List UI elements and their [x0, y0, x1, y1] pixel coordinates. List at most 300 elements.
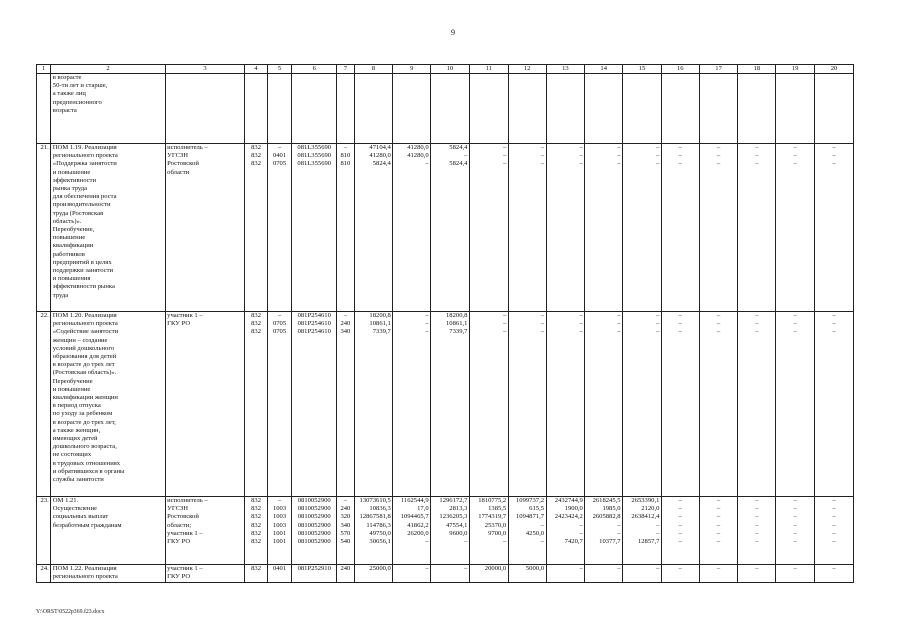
cell-line: предпенсионного	[52, 98, 102, 106]
cell-line: –	[579, 529, 583, 537]
cell-line: 1094465,7	[400, 513, 429, 521]
cell-line: 1296172,7	[439, 497, 468, 504]
table-cell-col-2	[51, 312, 165, 497]
budget-table	[36, 64, 854, 583]
cell-line: –	[793, 529, 797, 537]
cell-line: –	[678, 529, 682, 537]
cell-line: –	[755, 328, 759, 336]
cell-line: 114786,3	[366, 521, 391, 529]
cell-line: 1900,0	[564, 505, 583, 513]
table-cell-col-4	[245, 74, 267, 144]
cell-line: 081L355690	[297, 152, 332, 160]
table-cell-col-19	[776, 144, 815, 312]
cell-line: 832	[251, 538, 261, 546]
cell-line: (Ростовская область)».	[52, 369, 117, 377]
cell-line: –	[579, 160, 583, 168]
table-cell-col-12	[508, 74, 546, 144]
cell-line: Ростовской	[167, 160, 199, 168]
cell-line: –	[793, 328, 797, 336]
cell-line: а также женщин,	[52, 426, 101, 434]
cell-line: 832	[251, 513, 261, 521]
cell-line: 10861,1	[446, 320, 468, 328]
cell-line: –	[832, 513, 836, 521]
cell-line: –	[832, 160, 836, 168]
cell-line: 832	[251, 152, 261, 160]
cell-line: 1099737,2	[515, 497, 545, 504]
table-cell-col-17	[699, 565, 738, 583]
cell-line: –	[502, 144, 507, 151]
cell-line: 23.	[40, 497, 49, 504]
cell-line: –	[656, 160, 660, 168]
cell-line: регионального проекта	[52, 573, 118, 581]
cell-line: –	[716, 328, 721, 336]
table-cell-col-6	[292, 497, 337, 565]
cell-line: 2432744,9	[554, 497, 583, 504]
cell-line: –	[502, 328, 507, 336]
cell-line: возраста	[52, 106, 77, 114]
cell-line: 832	[251, 497, 261, 504]
cell-line: –	[502, 312, 507, 319]
column-number-1: 1	[37, 65, 51, 74]
cell-line: –	[678, 538, 682, 546]
cell-line: 081P252910	[297, 565, 331, 572]
cell-line: области	[167, 168, 190, 176]
cell-line: 25000,0	[369, 565, 391, 572]
table-cell-col-18	[738, 312, 776, 497]
table-cell-col-4	[245, 497, 267, 565]
cell-line: 832	[251, 505, 261, 513]
cell-line: –	[793, 320, 797, 328]
table-cell-col-5	[267, 312, 292, 497]
table-cell-col-18	[738, 144, 776, 312]
column-number-15: 15	[623, 65, 662, 74]
cell-line: 47104,4	[369, 144, 391, 151]
cell-line: –	[793, 538, 797, 546]
table-cell-col-10	[431, 312, 470, 497]
table-cell-col-8	[354, 144, 393, 312]
cell-line: 1162544,9	[400, 497, 429, 504]
cell-line: –	[832, 565, 836, 572]
table-cell-col-19	[776, 74, 815, 144]
cell-line: –	[755, 505, 759, 513]
column-number-19: 19	[776, 65, 815, 74]
cell-line: –	[579, 144, 583, 151]
cell-line: –	[755, 497, 759, 504]
cell-line: –	[579, 320, 583, 328]
table-cell-col-20	[815, 74, 854, 144]
cell-line: –	[656, 152, 660, 160]
column-number-12: 12	[508, 65, 546, 74]
page-number: 9	[451, 28, 455, 37]
cell-line: –	[656, 521, 660, 529]
table-cell-col-20	[815, 144, 854, 312]
table-cell-col-1	[37, 144, 51, 312]
cell-line: 810	[340, 152, 351, 160]
cell-line: 832	[251, 320, 261, 328]
cell-line: –	[656, 320, 660, 328]
cell-line: –	[755, 144, 759, 151]
cell-line: 081P254610	[297, 312, 331, 319]
table-cell-col-18	[738, 565, 776, 583]
cell-line: –	[678, 312, 682, 319]
table-cell-col-2	[51, 74, 165, 144]
column-number-11: 11	[469, 65, 508, 74]
table-cell-col-10	[431, 565, 470, 583]
cell-line: 25370,0	[484, 521, 507, 529]
cell-line: область)».	[52, 217, 82, 225]
cell-line: –	[755, 320, 759, 328]
table-cell-col-14	[585, 74, 623, 144]
table-cell-col-19	[776, 312, 815, 497]
column-number-13: 13	[546, 65, 585, 74]
cell-line: –	[579, 152, 583, 160]
cell-line: «Поддержка занятости	[52, 160, 117, 168]
cell-line: и повышения	[52, 275, 91, 283]
cell-line: –	[656, 565, 660, 572]
cell-line: Ростовской	[167, 513, 199, 521]
cell-line: –	[502, 320, 507, 328]
cell-line: 49750,0	[369, 529, 391, 537]
cell-line: –	[755, 513, 759, 521]
cell-line: образования для детей	[52, 353, 117, 361]
cell-line: 12867581,8	[359, 513, 391, 521]
cell-line: –	[716, 312, 721, 319]
table-cell-col-15	[623, 144, 662, 312]
cell-line: 810	[340, 160, 351, 168]
table-cell-col-3	[165, 144, 245, 312]
cell-line: –	[755, 160, 759, 168]
cell-line: в трудовых отношениях	[52, 459, 121, 467]
table-cell-col-9	[393, 144, 431, 312]
cell-line: эффективности рынка	[52, 283, 115, 291]
table-cell-col-15	[623, 497, 662, 565]
cell-line: –	[678, 152, 682, 160]
cell-line: области;	[167, 521, 192, 529]
cell-line: рынка труда	[52, 185, 88, 193]
cell-line: 081P254610	[297, 328, 331, 336]
cell-line: –	[832, 144, 836, 151]
cell-line: –	[277, 312, 282, 319]
cell-line: 1810775,2	[478, 497, 507, 504]
cell-line: –	[277, 144, 282, 151]
cell-line: –	[540, 320, 545, 328]
table-row	[37, 74, 854, 144]
cell-line: 0705	[272, 320, 287, 328]
cell-line: 0810052900	[297, 521, 331, 529]
cell-line: 0810052900	[297, 505, 331, 513]
cell-line: по уходу за ребенком	[52, 410, 113, 418]
table-cell-col-17	[699, 312, 738, 497]
cell-line: –	[464, 152, 468, 160]
table-cell-col-5	[267, 74, 292, 144]
column-number-8: 8	[354, 65, 393, 74]
cell-line: 832	[251, 312, 261, 319]
cell-line: –	[832, 152, 836, 160]
cell-line: 320	[340, 513, 351, 521]
cell-line: социальных выплат	[52, 513, 109, 521]
cell-line: 12857,7	[637, 538, 660, 546]
table-cell-col-20	[815, 497, 854, 565]
cell-line: –	[832, 328, 836, 336]
cell-line: Осуществление	[52, 505, 97, 513]
table-cell-col-8	[354, 312, 393, 497]
table-cell-col-11	[469, 497, 508, 565]
cell-line: –	[540, 312, 545, 319]
cell-line: 540	[340, 538, 351, 546]
table-cell-col-19	[776, 497, 815, 565]
table-cell-col-18	[738, 74, 776, 144]
cell-line: УГСЗН	[167, 505, 189, 513]
cell-line: –	[678, 328, 682, 336]
cell-line: 41862,2	[407, 521, 429, 529]
table-cell-col-9	[393, 565, 431, 583]
table-cell-col-16	[661, 312, 699, 497]
cell-line: 0705	[272, 160, 287, 168]
table-cell-col-13	[546, 74, 585, 144]
cell-line: 340	[340, 328, 351, 336]
cell-line: 1003	[272, 521, 287, 529]
cell-line: –	[793, 497, 797, 504]
table-cell-col-13	[546, 312, 585, 497]
column-number-3: 3	[165, 65, 245, 74]
cell-line: –	[793, 144, 797, 151]
table-cell-col-5	[267, 497, 292, 565]
cell-line: работников	[52, 250, 85, 258]
cell-line: ОМ 1.21.	[52, 497, 79, 504]
cell-line: –	[716, 497, 721, 504]
table-cell-col-17	[699, 497, 738, 565]
cell-line: 2638412,4	[631, 513, 660, 521]
table-cell-col-13	[546, 565, 585, 583]
table-cell-col-14	[585, 144, 623, 312]
table-cell-col-12	[508, 565, 546, 583]
column-number-2: 2	[51, 65, 165, 74]
cell-line: –	[678, 320, 682, 328]
cell-line: труда (Ростовская	[52, 209, 104, 217]
cell-line: –	[832, 521, 836, 529]
table-cell-col-3	[165, 312, 245, 497]
cell-line: не состоящих	[52, 451, 92, 459]
cell-line: 41280,0	[407, 152, 429, 160]
cell-line: 7339,7	[372, 328, 391, 336]
table-cell-col-3	[165, 565, 245, 583]
cell-line: 832	[251, 160, 261, 168]
cell-line: –	[678, 144, 682, 151]
column-number-10: 10	[431, 65, 470, 74]
cell-line: –	[502, 160, 507, 168]
table-cell-col-14	[585, 312, 623, 497]
cell-line: 0810052900	[297, 538, 331, 546]
table-cell-col-6	[292, 74, 337, 144]
table-cell-col-9	[393, 74, 431, 144]
cell-line: –	[716, 320, 721, 328]
cell-line: 1003	[272, 505, 287, 513]
cell-line: 0810052900	[297, 513, 331, 521]
cell-line: –	[793, 160, 797, 168]
cell-line: 30656,1	[369, 538, 391, 546]
cell-line: –	[617, 144, 621, 151]
cell-line: –	[755, 538, 759, 546]
column-number-5: 5	[267, 65, 292, 74]
table-cell-col-7	[337, 144, 354, 312]
cell-line: 50-ти лет и старше,	[52, 82, 108, 90]
cell-line: –	[678, 505, 682, 513]
table-cell-col-6	[292, 312, 337, 497]
cell-line: а также лиц	[52, 90, 86, 98]
cell-line: предприятий в целях	[52, 258, 112, 266]
table-cell-col-16	[661, 74, 699, 144]
table-cell-col-17	[699, 144, 738, 312]
cell-line: –	[716, 521, 721, 529]
table-row	[37, 144, 854, 312]
cell-line: Переобучение	[52, 377, 93, 385]
cell-line: и повышение	[52, 385, 91, 393]
cell-line: 13073610,5	[359, 497, 391, 504]
table-cell-col-16	[661, 497, 699, 565]
cell-line: безработным гражданам	[52, 521, 122, 529]
cell-line: ГКУ РО	[167, 538, 191, 546]
table-cell-col-11	[469, 312, 508, 497]
cell-line: –	[755, 529, 759, 537]
cell-line: –	[793, 513, 797, 521]
table-cell-col-10	[431, 74, 470, 144]
cell-line: 41280,0	[407, 144, 429, 151]
table-cell-col-15	[623, 312, 662, 497]
cell-line: –	[343, 497, 348, 504]
cell-line: 1003	[272, 513, 287, 521]
cell-line: 10861,1	[369, 320, 391, 328]
cell-line: 21.	[40, 144, 49, 151]
cell-line: –	[755, 521, 759, 529]
table-cell-col-5	[267, 144, 292, 312]
cell-line: –	[793, 152, 797, 160]
table-cell-col-13	[546, 144, 585, 312]
cell-line: 0705	[272, 328, 287, 336]
cell-line: в возрасте до трех лет	[52, 361, 115, 369]
cell-line: регионального проекта	[52, 320, 118, 328]
table-cell-col-7	[337, 565, 354, 583]
cell-line: –	[716, 513, 721, 521]
table-cell-col-6	[292, 144, 337, 312]
table-cell-col-16	[661, 144, 699, 312]
cell-line: –	[277, 497, 282, 504]
table-cell-col-16	[661, 565, 699, 583]
column-number-row	[37, 65, 854, 74]
column-number-7: 7	[337, 65, 354, 74]
cell-line: 18200,8	[369, 312, 391, 319]
cell-line: службы занятости	[52, 476, 104, 484]
cell-line: 5000,0	[525, 565, 545, 572]
cell-line: –	[425, 328, 429, 336]
cell-line: 240	[340, 320, 351, 328]
table-cell-col-2	[51, 144, 165, 312]
table-cell-col-1	[37, 312, 51, 497]
table-cell-col-15	[623, 565, 662, 583]
table-cell-col-8	[354, 497, 393, 565]
table-cell-col-12	[508, 497, 546, 565]
column-number-18: 18	[738, 65, 776, 74]
cell-line: поддержки занятости	[52, 267, 113, 275]
cell-line: –	[755, 565, 759, 572]
cell-line: –	[716, 538, 721, 546]
cell-line: 2618245,5	[592, 497, 621, 504]
cell-line: 570	[340, 529, 351, 537]
cell-line: участник 1 –	[167, 312, 203, 319]
cell-line: –	[617, 565, 621, 572]
cell-line: –	[656, 529, 660, 537]
cell-line: 081P254610	[297, 320, 331, 328]
cell-line: УГСЗН	[167, 152, 189, 160]
cell-line: участник 1 –	[167, 565, 203, 572]
cell-line: 10836,3	[369, 505, 391, 513]
cell-line: –	[464, 538, 468, 546]
cell-line: –	[832, 505, 836, 513]
table-cell-col-9	[393, 312, 431, 497]
table-cell-col-1	[37, 565, 51, 583]
cell-line: –	[716, 505, 721, 513]
cell-line: в возрасте	[52, 74, 82, 81]
cell-line: 1774319,7	[478, 513, 507, 521]
cell-line: 47554,1	[446, 521, 468, 529]
cell-line: труда	[52, 291, 69, 299]
cell-line: 2653390,1	[631, 497, 660, 504]
table-cell-col-9	[393, 497, 431, 565]
cell-line: 081L355690	[297, 144, 332, 151]
column-number-14: 14	[585, 65, 623, 74]
cell-line: –	[579, 565, 583, 572]
table-cell-col-1	[37, 497, 51, 565]
file-path-footer: Y:\ORST\0522p369.f23.docx	[36, 609, 105, 615]
cell-line: –	[656, 312, 660, 319]
cell-line: –	[502, 538, 507, 546]
cell-line: и повышение	[52, 168, 91, 176]
cell-line: –	[617, 328, 621, 336]
table-cell-col-14	[585, 565, 623, 583]
cell-line: –	[832, 529, 836, 537]
cell-line: 0810052900	[297, 529, 331, 537]
cell-line: –	[617, 160, 621, 168]
cell-line: 832	[251, 565, 261, 572]
cell-line: ПОМ 1.22. Реализация	[52, 565, 117, 572]
cell-line: 10377,7	[599, 538, 621, 546]
cell-line: для обеспечения роста	[52, 193, 117, 201]
cell-line: –	[617, 312, 621, 319]
cell-line: –	[425, 565, 429, 572]
cell-line: 9600,0	[449, 529, 468, 537]
column-number-17: 17	[699, 65, 738, 74]
cell-line: производительности	[52, 201, 111, 209]
table-cell-col-7	[337, 312, 354, 497]
cell-line: –	[425, 538, 429, 546]
cell-line: –	[656, 144, 660, 151]
cell-line: 2120,0	[641, 505, 660, 513]
cell-line: исполнитель –	[167, 144, 208, 151]
cell-line: 0401	[272, 565, 287, 572]
cell-line: –	[343, 312, 348, 319]
cell-line: –	[617, 320, 621, 328]
cell-line: –	[678, 565, 682, 572]
cell-line: 340	[340, 521, 351, 529]
cell-line: 26200,0	[407, 529, 429, 537]
cell-line: квалификации	[52, 242, 94, 250]
cell-line: –	[464, 565, 468, 572]
cell-line: 081L355690	[297, 160, 332, 168]
cell-line: –	[540, 538, 545, 546]
cell-line: –	[425, 312, 429, 319]
cell-line: –	[716, 144, 721, 151]
budget-table-wrapper	[36, 64, 854, 583]
cell-line: 41280,0	[369, 152, 391, 160]
